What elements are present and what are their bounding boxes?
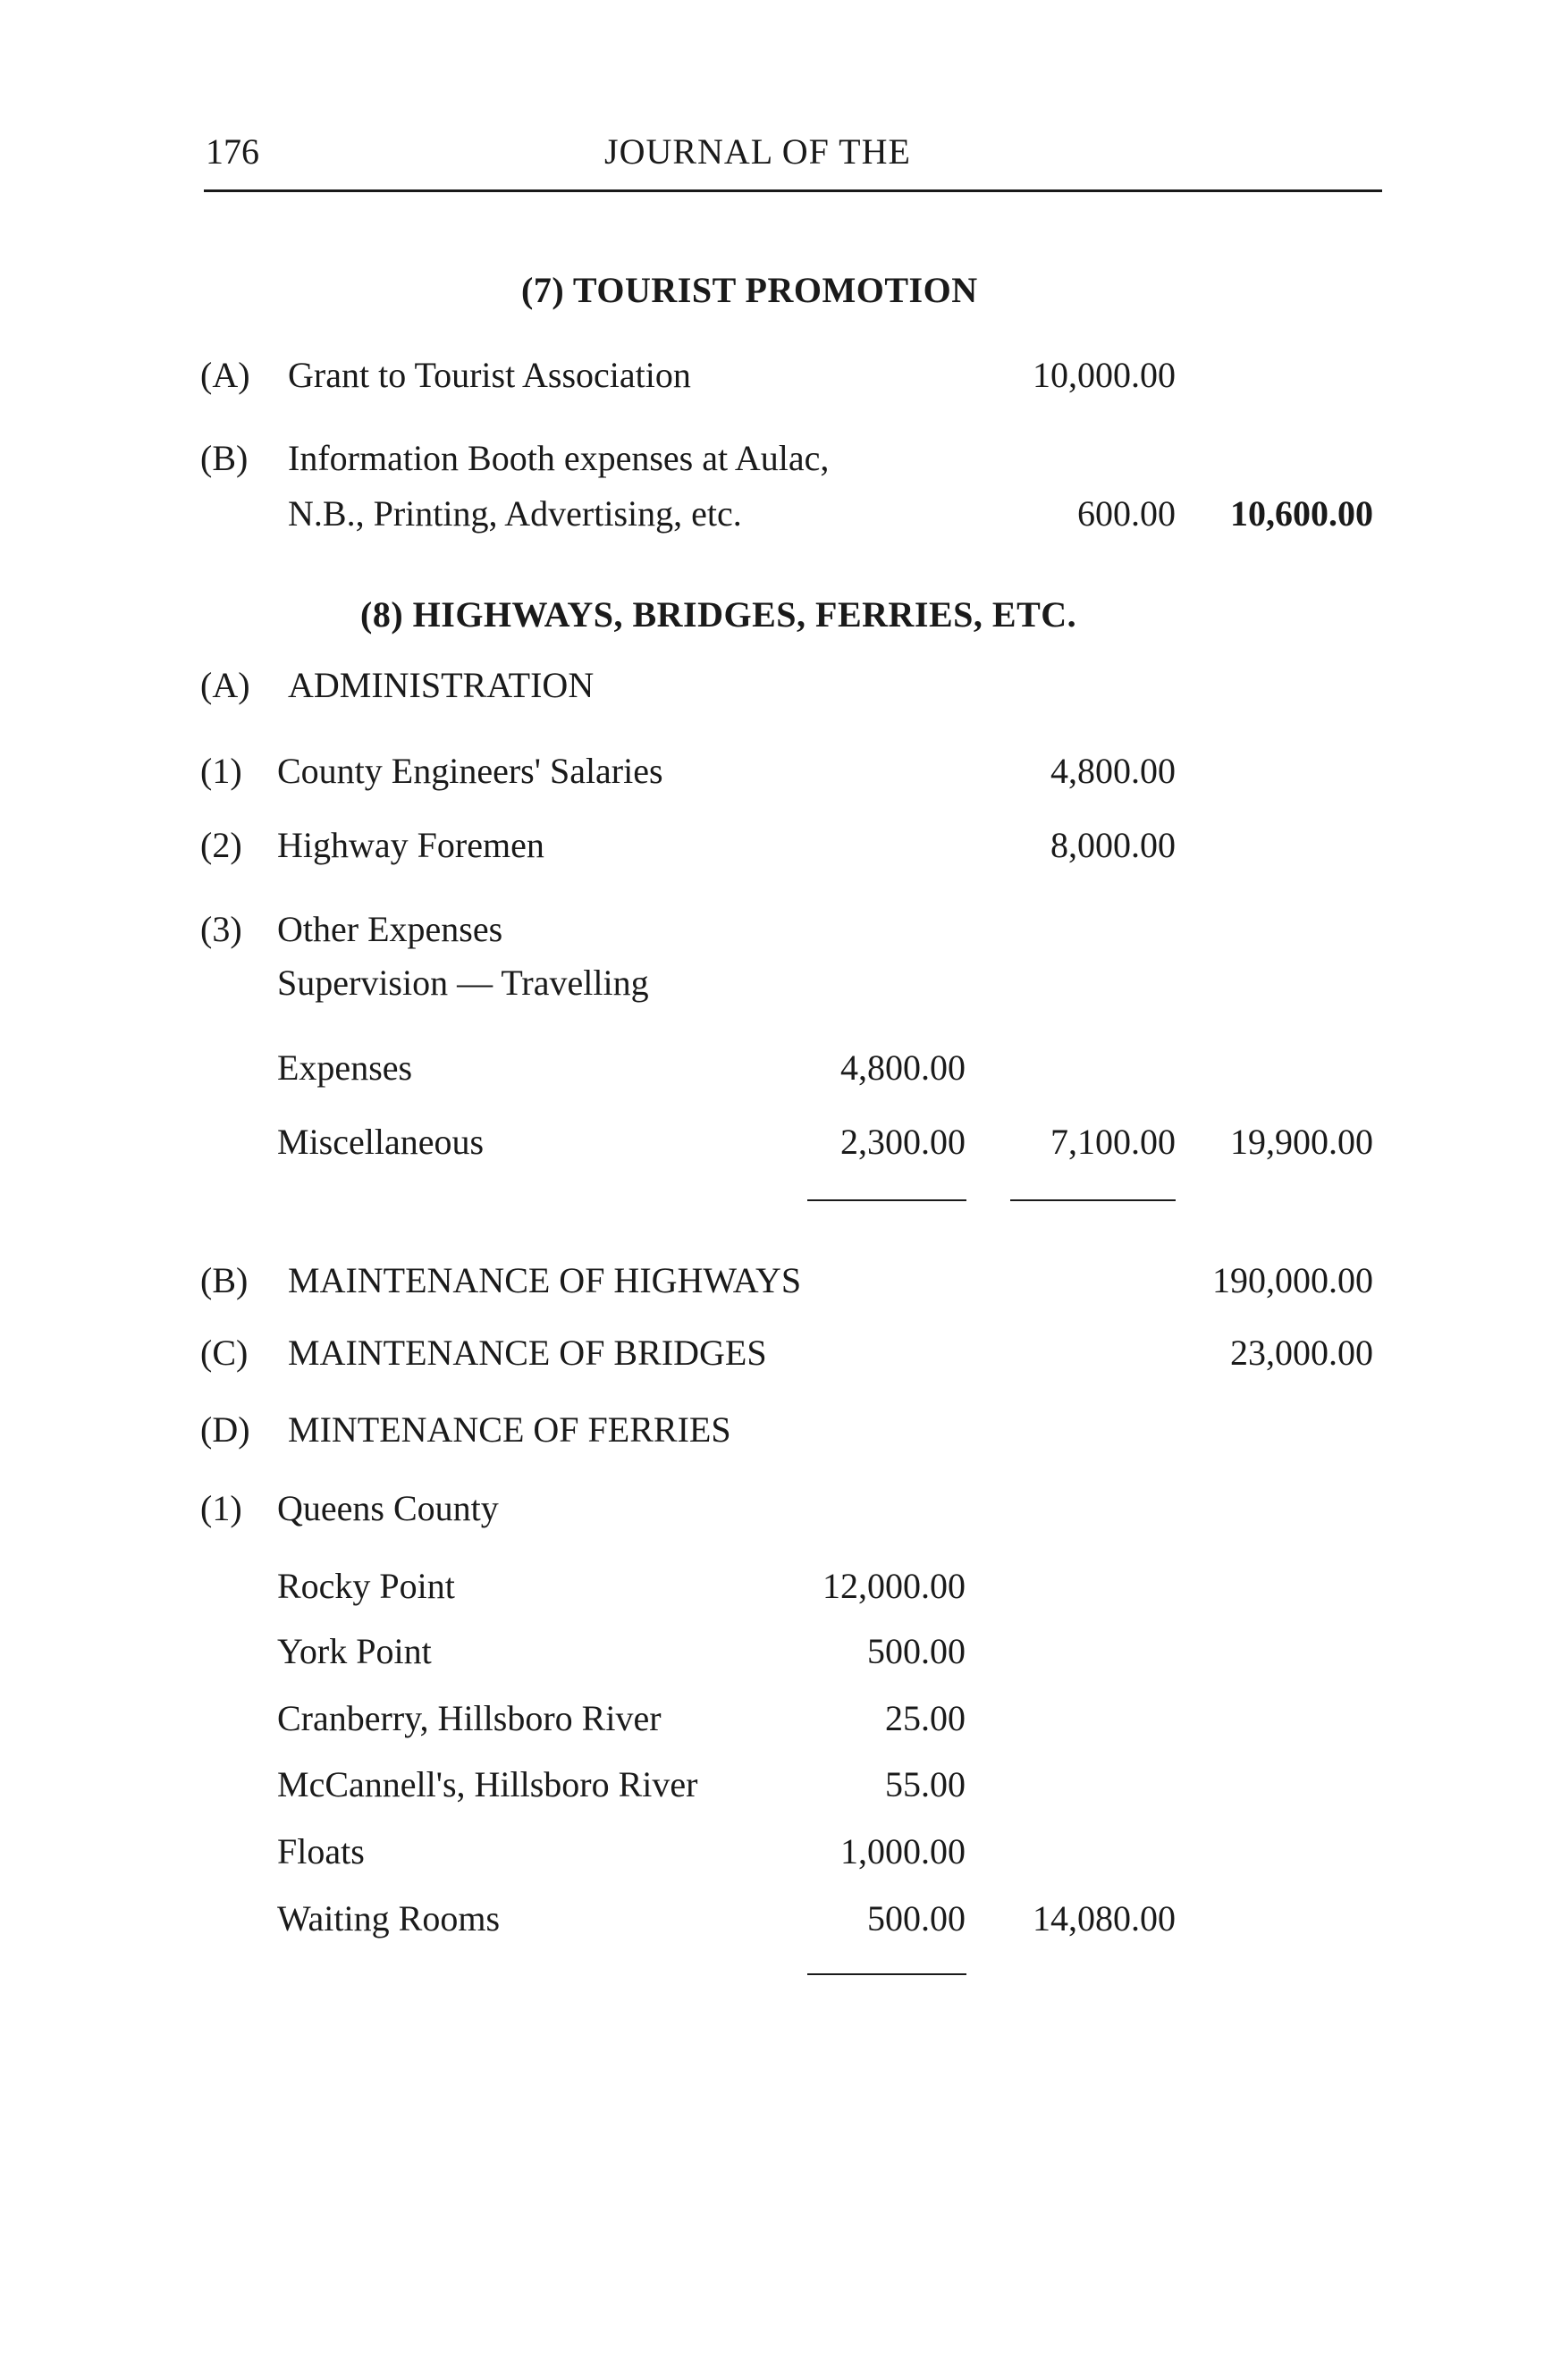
amount-col3: 190,000.00 [1212,1260,1373,1300]
subsection-label: (C) [200,1333,249,1373]
amount-col1: 12,000.00 [822,1566,966,1606]
amount-col1: 25.00 [885,1698,966,1738]
amount-col3: 23,000.00 [1230,1333,1373,1373]
item-text: Queens County [277,1488,499,1528]
item-text: Information Booth expenses at Aulac, [288,438,830,478]
sub-item-text: Miscellaneous [277,1122,485,1162]
amount-col1: 4,800.00 [840,1047,966,1088]
ferry-name: Floats [277,1831,365,1871]
subsection-title: MAINTENANCE OF HIGHWAYS [288,1260,802,1300]
amount-col2: 7,100.00 [1050,1122,1176,1162]
item-label: (2) [200,825,242,865]
ferry-name: York Point [277,1631,432,1671]
subsection-label: (B) [200,1260,249,1300]
item-label: (1) [200,751,242,791]
ferry-name: Rocky Point [277,1566,455,1606]
amount-col2: 4,800.00 [1050,751,1176,791]
sub-item-text: Expenses [277,1047,413,1088]
item-text: Other Expenses [277,909,503,949]
ferry-name: Waiting Rooms [277,1898,501,1938]
total-rule [807,1973,966,1975]
amount-col2: 14,080.00 [1033,1898,1176,1938]
amount-col2: 8,000.00 [1050,825,1176,865]
item-text-continued: N.B., Printing, Advertising, etc. [288,493,742,534]
header-rule [204,189,1382,192]
amount-col1: 500.00 [867,1898,966,1938]
page-number: 176 [206,131,259,172]
item-label: (A) [200,355,250,395]
item-label: (1) [200,1488,242,1528]
running-title: JOURNAL OF THE [604,131,911,172]
amount-col3: 10,600.00 [1230,493,1373,534]
item-text: Grant to Tourist Association [288,355,691,395]
subsection-label: (A) [200,665,250,705]
section-8-title: (8) HIGHWAYS, BRIDGES, FERRIES, ETC. [360,594,1077,635]
total-rule [1010,1199,1176,1201]
amount-col1: 2,300.00 [840,1122,966,1162]
ferry-name: Cranberry, Hillsboro River [277,1698,662,1738]
ferry-name: McCannell's, Hillsboro River [277,1764,698,1804]
amount-col1: 500.00 [867,1631,966,1671]
subsection-title: MAINTENANCE OF BRIDGES [288,1333,767,1373]
amount-col1: 1,000.00 [840,1831,966,1871]
total-rule [807,1199,966,1201]
subsection-title: ADMINISTRATION [288,665,595,705]
amount-col2: 600.00 [1077,493,1176,534]
section-7-title: (7) TOURIST PROMOTION [521,270,978,310]
subsection-label: (D) [200,1409,250,1450]
amount-col2: 10,000.00 [1033,355,1176,395]
subsection-title: MINTENANCE OF FERRIES [288,1409,731,1450]
item-label: (B) [200,438,249,478]
item-label: (3) [200,909,242,949]
item-text-continued: Supervision — Travelling [277,963,649,1003]
item-text: County Engineers' Salaries [277,751,663,791]
item-text: Highway Foremen [277,825,544,865]
amount-col1: 55.00 [885,1764,966,1804]
amount-col3: 19,900.00 [1230,1122,1373,1162]
